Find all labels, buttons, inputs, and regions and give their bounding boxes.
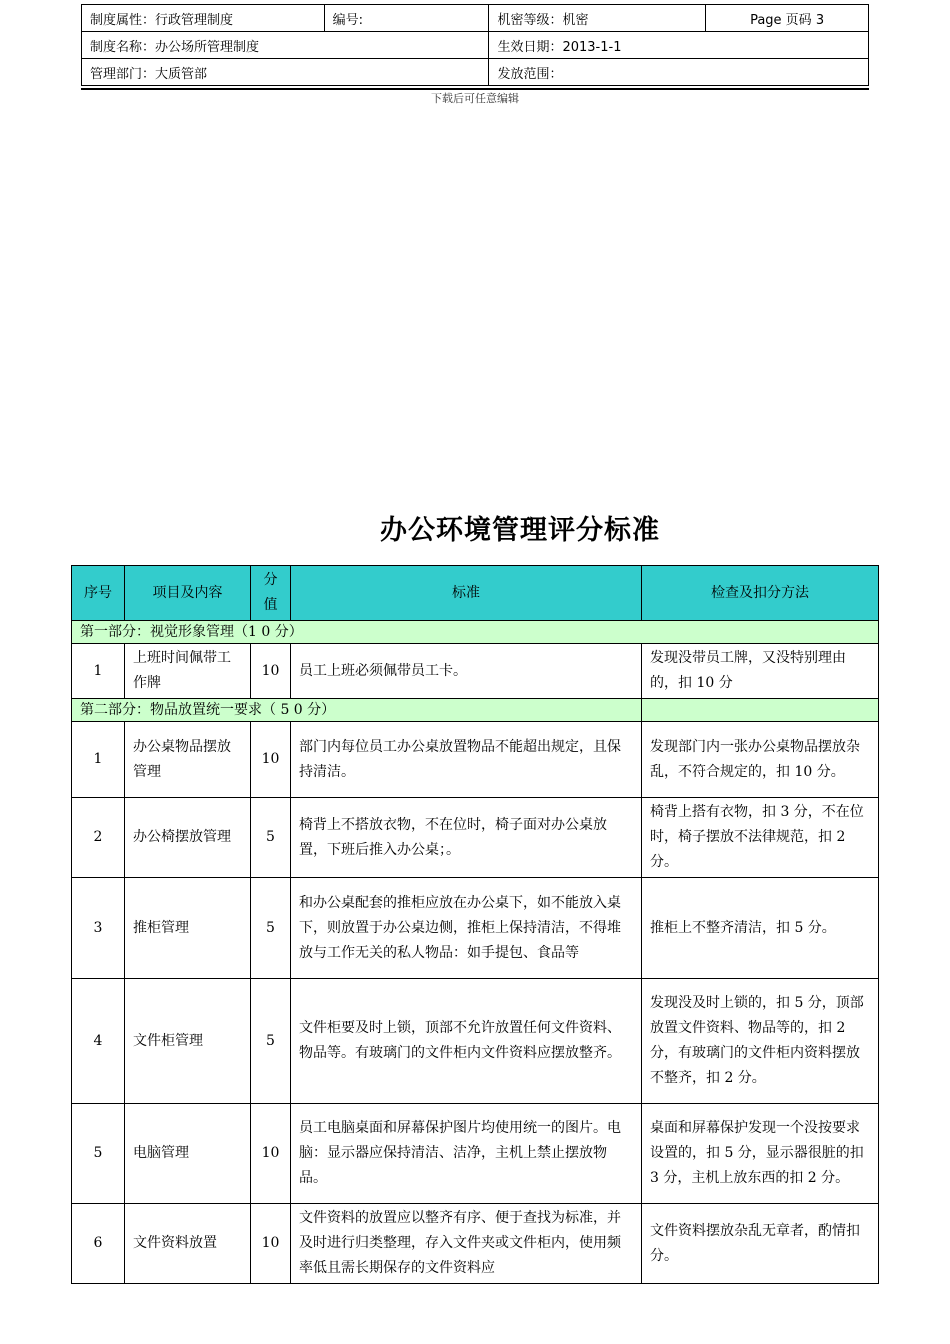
col-header-no: 序号 — [72, 566, 125, 621]
cell-method: 椅背上搭有衣物，扣 3 分，不在位时，椅子摆放不法律规范，扣 2 分。 — [642, 798, 879, 878]
page-title: 办公环境管理评分标准 — [380, 515, 660, 546]
table-header-row — [72, 566, 879, 621]
cell-item: 电脑管理 — [125, 1104, 251, 1204]
cell-score: 5 — [251, 798, 291, 878]
table-row — [72, 1104, 879, 1204]
cell-item: 上班时间佩带工作牌 — [125, 644, 251, 699]
section-title: 第二部分：物品放置统一要求（ 5 0 分） — [72, 699, 642, 722]
cell-no: 3 — [72, 878, 125, 979]
header-confidentiality: 机密等级：机密 — [489, 5, 706, 32]
header-name: 制度名称：办公场所管理制度 — [82, 32, 489, 59]
cell-standard: 部门内每位员工办公桌放置物品不能超出规定，且保持清洁。 — [291, 722, 642, 798]
header-attribute: 制度属性：行政管理制度 — [82, 5, 325, 32]
header-number: 编号: — [324, 5, 489, 32]
cell-standard: 员工电脑桌面和屏幕保护图片均使用统一的图片。电脑：显示器应保持清洁、洁净，主机上禁止摆放物品。 — [291, 1104, 642, 1204]
cell-no: 5 — [72, 1104, 125, 1204]
document-header — [81, 4, 869, 86]
cell-no: 4 — [72, 979, 125, 1104]
table-row — [72, 878, 879, 979]
header-page: Page 页码 3 — [706, 5, 869, 32]
header-scope: 发放范围： — [489, 59, 869, 86]
section-empty-cell — [642, 699, 879, 722]
section-row — [72, 621, 879, 644]
cell-standard: 椅背上不搭放衣物，不在位时，椅子面对办公桌放置，下班后推入办公桌；。 — [291, 798, 642, 878]
cell-standard: 和办公桌配套的推柜应放在办公桌下，如不能放入桌下，则放置于办公桌边侧，推柜上保持清洁，不得堆放与工作无关的私人物品：如手提包、食品等 — [291, 878, 642, 979]
cell-standard: 员工上班必须佩带员工卡。 — [291, 644, 642, 699]
cell-item: 办公桌物品摆放管理 — [125, 722, 251, 798]
col-header-standard: 标准 — [291, 566, 642, 621]
cell-score: 5 — [251, 979, 291, 1104]
download-note: 下载后可任意编辑 — [431, 92, 519, 105]
cell-no: 6 — [72, 1204, 125, 1284]
cell-method: 发现没带员工牌，又没特别理由的，扣 10 分 — [642, 644, 879, 699]
table-row — [72, 979, 879, 1104]
table-row — [72, 722, 879, 798]
cell-method: 发现部门内一张办公桌物品摆放杂乱，不符合规定的，扣 10 分。 — [642, 722, 879, 798]
table-row — [72, 644, 879, 699]
cell-score: 10 — [251, 722, 291, 798]
section-title: 第一部分：视觉形象管理（1 0 分） — [72, 621, 879, 644]
cell-method: 桌面和屏幕保护发现一个没按要求设置的，扣 5 分，显示器很脏的扣 3 分，主机上放东西的扣 2 分。 — [642, 1104, 879, 1204]
cell-method: 推柜上不整齐清洁，扣 5 分。 — [642, 878, 879, 979]
cell-standard: 文件柜要及时上锁，顶部不允许放置任何文件资料、物品等。有玻璃门的文件柜内文件资料应摆放整齐。 — [291, 979, 642, 1104]
cell-score: 10 — [251, 1204, 291, 1284]
col-header-method: 检查及扣分方法 — [642, 566, 879, 621]
cell-method: 发现没及时上锁的，扣 5 分，顶部放置文件资料、物品等的，扣 2 分，有玻璃门的文件柜内资料摆放不整齐，扣 2 分。 — [642, 979, 879, 1104]
cell-score: 10 — [251, 644, 291, 699]
cell-standard: 文件资料的放置应以整齐有序、便于查找为标准，并及时进行归类整理，存入文件夹或文件柜内，使用频率低且需长期保存的文件资料应 — [291, 1204, 642, 1284]
cell-item: 文件资料放置 — [125, 1204, 251, 1284]
cell-method: 文件资料摆放杂乱无章者，酌情扣分。 — [642, 1204, 879, 1284]
table-row — [72, 798, 879, 878]
col-header-item: 项目及内容 — [125, 566, 251, 621]
cell-item: 推柜管理 — [125, 878, 251, 979]
col-header-score: 分值 — [251, 566, 291, 621]
table-row — [72, 1204, 879, 1284]
cell-item: 文件柜管理 — [125, 979, 251, 1104]
cell-score: 10 — [251, 1104, 291, 1204]
cell-score: 5 — [251, 878, 291, 979]
cell-no: 1 — [72, 722, 125, 798]
cell-no: 2 — [72, 798, 125, 878]
header-department: 管理部门：大质管部 — [82, 59, 489, 86]
cell-item: 办公椅摆放管理 — [125, 798, 251, 878]
header-effective-date: 生效日期：2013-1-1 — [489, 32, 869, 59]
scoring-table — [71, 565, 879, 1284]
cell-no: 1 — [72, 644, 125, 699]
section-row — [72, 699, 879, 722]
